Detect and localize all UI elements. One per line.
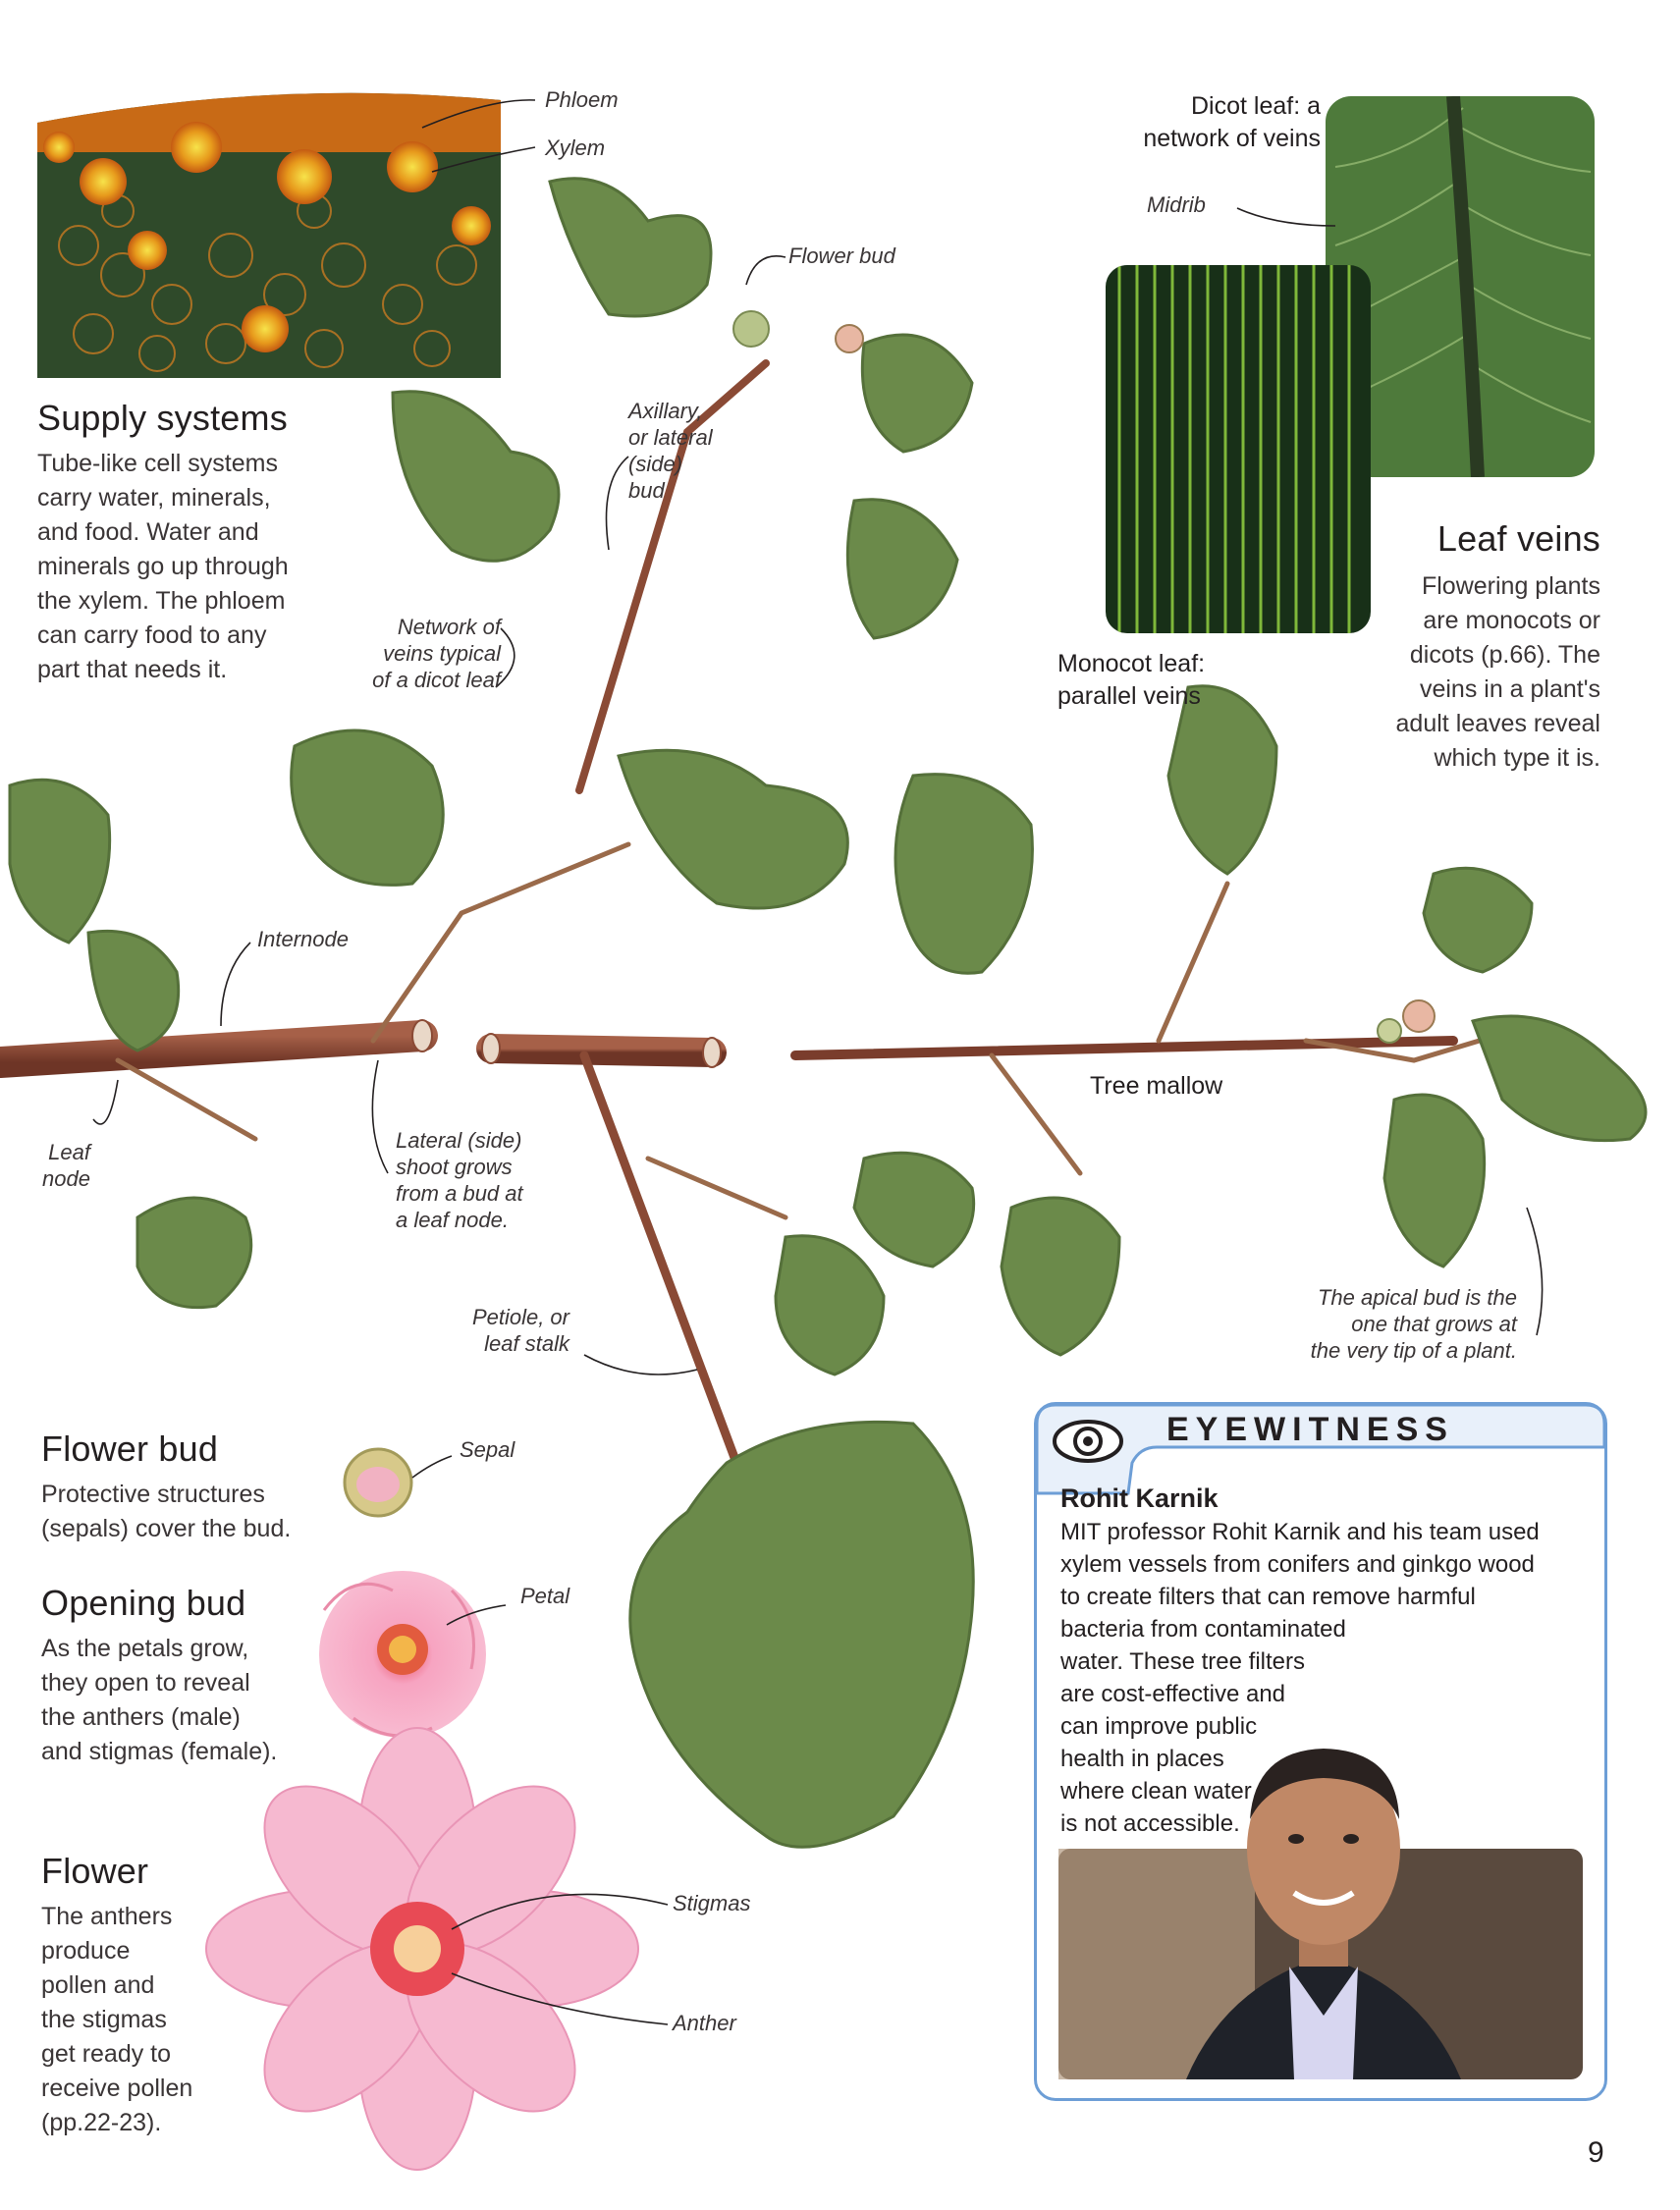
leaf-veins-line: veins in a plant's <box>1419 675 1600 703</box>
petiole-line: Petiole, or <box>471 1305 569 1329</box>
lateral-line: Lateral (side) <box>396 1128 522 1153</box>
leaf-veins-text <box>1355 569 1600 776</box>
eyewitness-line: can improve public <box>1060 1713 1258 1740</box>
leaf-veins-line: adult leaves reveal <box>1395 710 1600 737</box>
flower-line: the stigmas <box>41 2006 167 2033</box>
flower-bud-line: (sepals) cover the bud. <box>41 1515 292 1542</box>
monocot-leaf-label <box>1057 648 1205 713</box>
leaf-veins-line: are monocots or <box>1423 607 1600 634</box>
stigmas-label: Stigmas <box>673 1891 751 1915</box>
axillary-bud-label <box>628 398 713 504</box>
apical-line: one that grows at <box>1351 1312 1517 1336</box>
eyewitness-line: to create filters that can remove harmful <box>1060 1584 1476 1610</box>
supply-systems-text <box>37 447 332 687</box>
supply-systems-heading: Supply systems <box>37 398 288 438</box>
leaf-node-line: node <box>42 1166 90 1191</box>
opening-bud-text <box>41 1632 277 1769</box>
axillary-line: bud <box>628 478 665 503</box>
flower-bud-image <box>345 1449 411 1516</box>
flower-heading: Flower <box>41 1851 149 1891</box>
flower-text <box>41 1900 192 2140</box>
eyewitness-line: are cost-effective and <box>1060 1681 1286 1707</box>
flower-bud-line: Protective structures <box>41 1481 265 1508</box>
eyewitness-line: health in places <box>1060 1746 1224 1772</box>
axillary-line: Axillary, <box>628 399 703 423</box>
opening-bud-line: As the petals grow, <box>41 1635 249 1662</box>
supply-line: Tube-like cell systems <box>37 450 278 477</box>
supply-line: carry water, minerals, <box>37 484 271 512</box>
supply-line: part that needs it. <box>37 656 228 683</box>
lateral-line: from a bud at <box>396 1181 523 1206</box>
lateral-line: a leaf node. <box>396 1208 509 1232</box>
flower-line: The anthers <box>41 1903 173 1930</box>
opening-bud-line: and stigmas (female). <box>41 1738 278 1765</box>
eyewitness-line: MIT professor Rohit Karnik and his team used <box>1060 1519 1540 1545</box>
dicot-leaf-label <box>1100 90 1321 155</box>
eyewitness-line: xylem vessels from conifers and ginkgo wood <box>1060 1551 1535 1578</box>
petiole-line: leaf stalk <box>484 1331 569 1356</box>
leaf-veins-line: which type it is. <box>1434 744 1600 772</box>
network-of-veins-label <box>324 614 501 693</box>
flower-line: (pp.22-23). <box>41 2109 162 2136</box>
flower-bud-heading: Flower bud <box>41 1428 219 1469</box>
eyewitness-line: bacteria from contaminated <box>1060 1616 1346 1643</box>
dicot-label-line: network of veins <box>1143 125 1321 152</box>
opening-bud-image <box>319 1571 486 1738</box>
supply-line: and food. Water and <box>37 518 259 546</box>
lateral-line: shoot grows <box>396 1155 513 1179</box>
flower-line: pollen and <box>41 1971 155 1999</box>
eyewitness-line: is not accessible. <box>1060 1810 1240 1837</box>
monocot-label-line: Monocot leaf: <box>1057 650 1206 677</box>
internode-label: Internode <box>257 927 349 951</box>
apical-bud-label <box>1267 1284 1517 1364</box>
opening-bud-line: they open to reveal <box>41 1669 250 1697</box>
phloem-label: Phloem <box>545 87 619 112</box>
anther-label: Anther <box>673 2011 736 2035</box>
monocot-leaf-photo <box>1106 265 1371 633</box>
flower-line: receive pollen <box>41 2075 193 2102</box>
network-line: Network of <box>397 615 501 639</box>
network-line: of a dicot leaf <box>372 668 501 692</box>
supply-line: can carry food to any <box>37 621 267 649</box>
eyewitness-name: Rohit Karnik <box>1060 1483 1219 1513</box>
leaf-node-label <box>39 1139 90 1192</box>
xylem-label: Xylem <box>545 135 606 160</box>
opening-bud-line: the anthers (male) <box>41 1703 241 1731</box>
flower-bud-plant-label: Flower bud <box>788 243 895 268</box>
axillary-line: or lateral <box>628 425 713 450</box>
flower-line: get ready to <box>41 2040 172 2068</box>
tree-mallow-label: Tree mallow <box>1090 1072 1223 1100</box>
sepal-label: Sepal <box>460 1437 515 1462</box>
midrib-label: Midrib <box>1147 192 1206 217</box>
monocot-label-line: parallel veins <box>1057 682 1201 710</box>
apical-line: the very tip of a plant. <box>1310 1338 1517 1363</box>
flower-image <box>206 1728 638 2170</box>
apical-line: The apical bud is the <box>1317 1285 1517 1310</box>
page-number: 9 <box>1588 2136 1604 2169</box>
lateral-shoot-label <box>396 1127 523 1233</box>
network-line: veins typical <box>383 641 501 666</box>
supply-line: minerals go up through <box>37 553 289 580</box>
axillary-line: (side) <box>628 452 683 476</box>
leaf-veins-line: dicots (p.66). The <box>1409 641 1600 669</box>
leaf-veins-heading: Leaf veins <box>1436 518 1600 559</box>
eyewitness-box <box>1034 1402 1607 2101</box>
eyewitness-title: EYEWITNESS <box>1166 1411 1454 1448</box>
supply-line: the xylem. The phloem <box>37 587 286 615</box>
opening-bud-heading: Opening bud <box>41 1583 246 1623</box>
dicot-label-line: Dicot leaf: a <box>1190 92 1321 120</box>
leaf-veins-line: Flowering plants <box>1421 572 1600 600</box>
flower-bud-text <box>41 1478 291 1546</box>
petal-label: Petal <box>520 1584 570 1608</box>
leaf-node-line: Leaf <box>48 1140 90 1164</box>
portrait-photo <box>1058 1662 1583 2079</box>
eye-icon <box>1055 1422 1121 1461</box>
flower-line: produce <box>41 1937 131 1965</box>
petiole-label <box>432 1304 569 1357</box>
eyewitness-line: where clean water <box>1060 1778 1252 1805</box>
eyewitness-line: water. These tree filters <box>1060 1648 1305 1675</box>
